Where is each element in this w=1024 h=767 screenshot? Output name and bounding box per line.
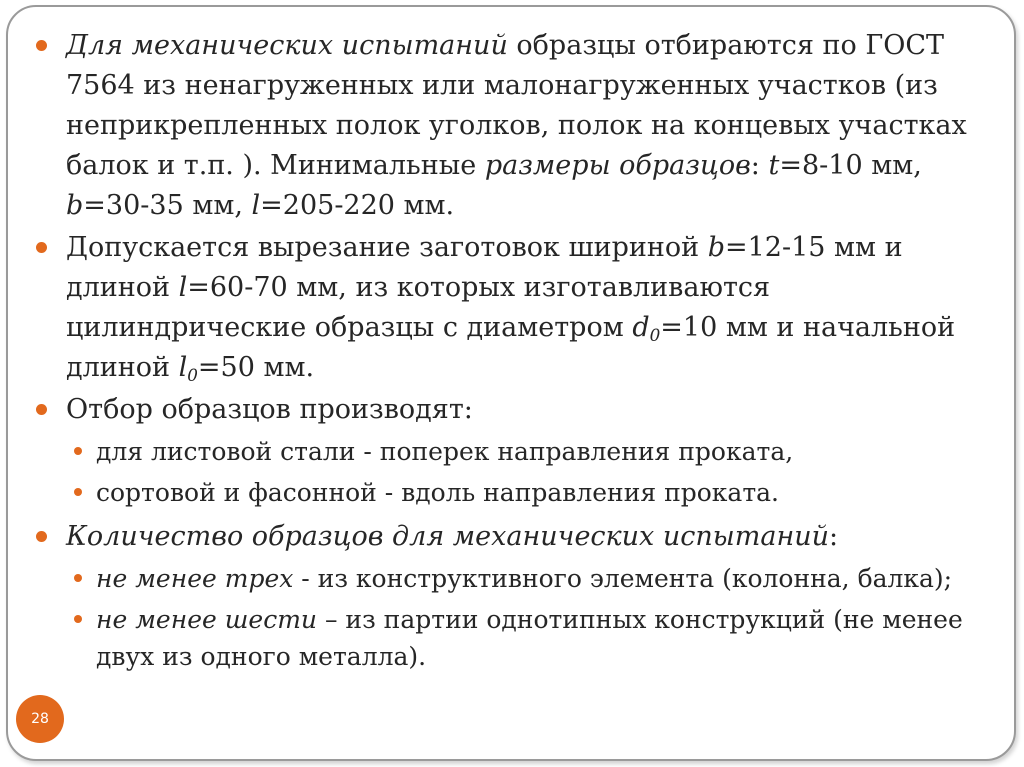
- bullet-text: Допускается вырезание заготовок шириной: [66, 232, 708, 263]
- bullet-text: =205-220 мм.: [260, 190, 455, 221]
- sub-bullet-list: [36, 433, 1011, 511]
- sub-bullet-item: [36, 560, 1011, 597]
- bullet-list: [36, 26, 1011, 681]
- sub-bullet-item: [36, 433, 1011, 470]
- variable-l: l: [251, 190, 261, 221]
- sub-bullet-list: [36, 560, 1011, 675]
- bullet-text: =12-15 мм и длиной: [66, 232, 903, 303]
- variable-l: l: [178, 352, 188, 383]
- sub-bullet-text: для листовой стали - поперек направления проката,: [96, 437, 794, 466]
- bullet-text: :: [829, 521, 839, 552]
- subscript: 0: [187, 365, 198, 386]
- emphasis-text: Количество образцов для механических испытаний: [66, 521, 830, 552]
- bullet-dot-icon: [36, 531, 47, 542]
- bullet-dot-icon: [36, 242, 47, 253]
- bullet-item-sampling: [36, 26, 1011, 226]
- variable-b: b: [66, 190, 84, 221]
- bullet-text: Отбор образцов производят:: [66, 394, 473, 425]
- emphasis-text: размеры образцов: [484, 150, 751, 181]
- bullet-text: =8-10 мм,: [779, 150, 922, 181]
- bullet-text: :: [750, 150, 769, 181]
- emphasis-text: Для механических испытаний: [66, 30, 508, 61]
- variable-t: t: [768, 150, 780, 181]
- sub-bullet-text: сортовой и фасонной - вдоль направления проката.: [96, 478, 780, 507]
- bullet-text: =30-35 мм,: [83, 190, 252, 221]
- sub-bullet-item: [36, 474, 1011, 511]
- bullet-text: =60-70 мм, из которых изготавливаются цилиндрические образцы с диаметром: [66, 272, 771, 343]
- bullet-dot-icon: [74, 488, 82, 496]
- sub-bullet-item: [36, 601, 1011, 675]
- bullet-dot-icon: [74, 615, 82, 623]
- bullet-text: =50 мм.: [197, 352, 315, 383]
- emphasis-text: не менее шести: [96, 605, 318, 634]
- bullet-dot-icon: [36, 404, 47, 415]
- bullet-item-selection: [36, 390, 1011, 511]
- bullet-item-blanks: [36, 228, 1011, 388]
- variable-b: b: [707, 232, 725, 263]
- sub-bullet-text: – из партии однотипных конструкций (не менее двух из одного металла).: [96, 605, 963, 671]
- page-number-badge: 28: [16, 695, 64, 743]
- variable-l: l: [178, 272, 188, 303]
- bullet-text: =10 мм и начальной длиной: [66, 312, 956, 383]
- bullet-dot-icon: [74, 447, 82, 455]
- subscript: 0: [649, 325, 661, 346]
- bullet-dot-icon: [36, 40, 47, 51]
- sub-bullet-text: - из конструктивного элемента (колонна, балка);: [293, 564, 953, 593]
- variable-d: d: [632, 312, 650, 343]
- emphasis-text: не менее трех: [96, 564, 294, 593]
- bullet-text: образцы отбираются по ГОСТ 7564 из ненагруженных или малонагруженных участков (из неприкрепленных полок уголков, полок на концевых участках балок и т.п. ). Минимальные: [66, 30, 967, 181]
- bullet-item-quantity: [36, 517, 1011, 675]
- bullet-dot-icon: [74, 574, 82, 582]
